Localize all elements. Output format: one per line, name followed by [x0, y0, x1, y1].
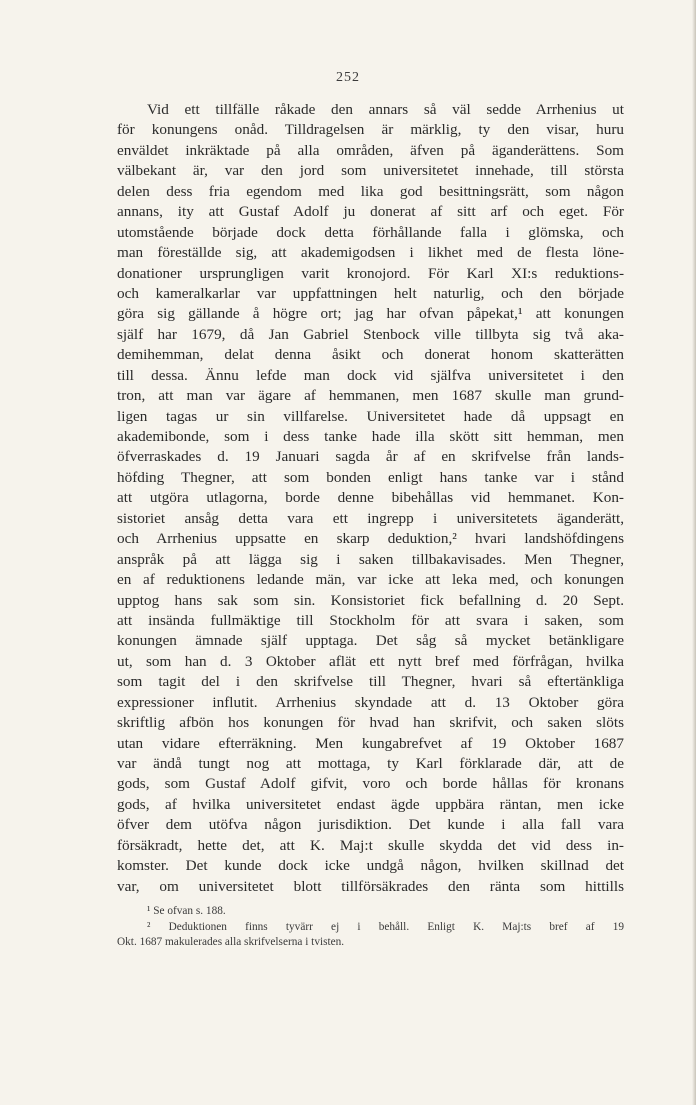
- text-line: konungen ämnade själf upptaga. Det såg så mycket betänkligare: [117, 632, 624, 650]
- text-line: annans, ity att Gustaf Adolf ju donerat af sitt arf och eget. För: [117, 203, 624, 221]
- text-line: akademibonde, som i dess tanke hade illa skött sitt hemman, men: [117, 428, 624, 445]
- text-line: man föreställde sig, att akademigodsen i likhet med de flesta löne-: [117, 244, 624, 262]
- text-line: öfver dem utöfva någon jurisdiktion. Det kunde i alla fall vara: [117, 816, 624, 834]
- footnote-2-continuation: Okt. 1687 makulerades alla skrifvelserna i tvisten.: [117, 936, 345, 948]
- text-line: till dessa. Ännu lefde man dock vid själfva universitetet i den: [117, 366, 624, 384]
- text-line: utan vidare efterräkning. Men kungabrefvet af 19 Oktober 1687: [117, 734, 624, 752]
- text-line: välbekant är, var den jord som universitetet innehade, till största: [117, 162, 624, 180]
- text-line: upptog hans sak som sin. Konsistoriet fick befallning d. 20 Sept.: [117, 591, 624, 609]
- text-line: som tagit del i den skrifvelse till Thegner, hvari så eftertänkliga: [117, 673, 624, 691]
- text-line: att utgöra utlagorna, borde denne bibehållas vid hemmanet. Kon-: [117, 489, 624, 507]
- body-text: [117, 100, 624, 897]
- text-line: höfding Thegner, att som bonden enligt hans tanke var i stånd: [117, 468, 624, 486]
- text-line: gods, af hvilka universitetet endast ägde uppbära räntan, men icke: [117, 795, 624, 813]
- text-line: sistoriet ansåg detta vara ett ingrepp i universitetets äganderätt,: [117, 509, 624, 527]
- page-number: 252: [336, 70, 360, 85]
- text-line: delen dess fria egendom med lika god besittningsrätt, som någon: [117, 182, 624, 200]
- text-line: gods, som Gustaf Adolf gifvit, voro och borde hållas för kronans: [117, 775, 624, 793]
- text-line: donationer ursprungligen varit kronojord. För Karl XI:s reduktions-: [117, 264, 624, 282]
- text-line: expressioner influtit. Arrhenius skyndade att d. 13 Oktober göra: [117, 693, 624, 711]
- text-line: ligen tagas ur sin villfarelse. Universitetet hade då uppsagt en: [117, 407, 624, 425]
- text-line: demihemman, delat denna åsikt och donerat honom skatterätten: [117, 346, 624, 364]
- text-line: utomstående började dock detta förhållande falla i glömska, och: [117, 223, 624, 241]
- text-line: var ändå tungt nog att mottaga, ty Karl förklarade där, att de: [117, 755, 624, 772]
- text-line: öfverraskades d. 19 Januari sagda år af en skrifvelse från lands-: [117, 448, 624, 466]
- text-line: en af reduktionens ledande män, var icke att leka med, och konungen: [117, 571, 624, 589]
- text-line: tron, att man var ägare af hemmanen, men 1687 skulle man grund-: [117, 387, 624, 405]
- text-line: ut, som han d. 3 Oktober aflät ett nytt bref med förfrågan, hvilka: [117, 652, 624, 670]
- footnote-1: ¹ Se ofvan s. 188.: [147, 905, 226, 917]
- text-line: var, om universitetet blott tillförsäkrades den ränta som hittills: [117, 877, 624, 895]
- text-line: Vid ett tillfälle råkade den annars så väl sedde Arrhenius ut: [147, 101, 624, 118]
- text-line: komster. Det kunde dock icke undgå någon, hvilken skillnad det: [117, 857, 624, 875]
- text-line: och Arrhenius uppsatte en skarp deduktion,² hvari landshöfdingens: [117, 530, 624, 548]
- text-line: göra sig gällande å högre ort; jag har ofvan påpekat,¹ att konungen: [117, 305, 624, 323]
- text-line: för konungens onåd. Tilldragelsen är märklig, ty den visar, huru: [117, 121, 624, 139]
- text-line: och kameralkarlar var uppfattningen helt naturlig, och den började: [117, 284, 624, 302]
- text-line: försäkradt, hette det, att K. Maj:t skulle skydda det vid dess in-: [117, 836, 624, 854]
- text-line: att insända fullmäktige till Stockholm för att svara i saken, som: [117, 611, 624, 629]
- text-line: enväldet inkräktade på alla områden, äfven på äganderättens. Som: [117, 141, 624, 159]
- page-edge: [692, 0, 696, 1105]
- text-line: själf har 1679, då Jan Gabriel Stenbock ville tillbyta sig två aka-: [117, 325, 624, 343]
- footnote-2: ² Deduktionen finns tyvärr ej i behåll. Enligt K. Maj:ts bref af 19: [147, 920, 624, 933]
- text-line: skriftlig afbön hos konungen för hvad han skrifvit, och saken slöts: [117, 714, 624, 732]
- footnotes: [117, 904, 624, 951]
- text-line: anspråk på att lägga sig i saken tillbakavisades. Men Thegner,: [117, 550, 624, 568]
